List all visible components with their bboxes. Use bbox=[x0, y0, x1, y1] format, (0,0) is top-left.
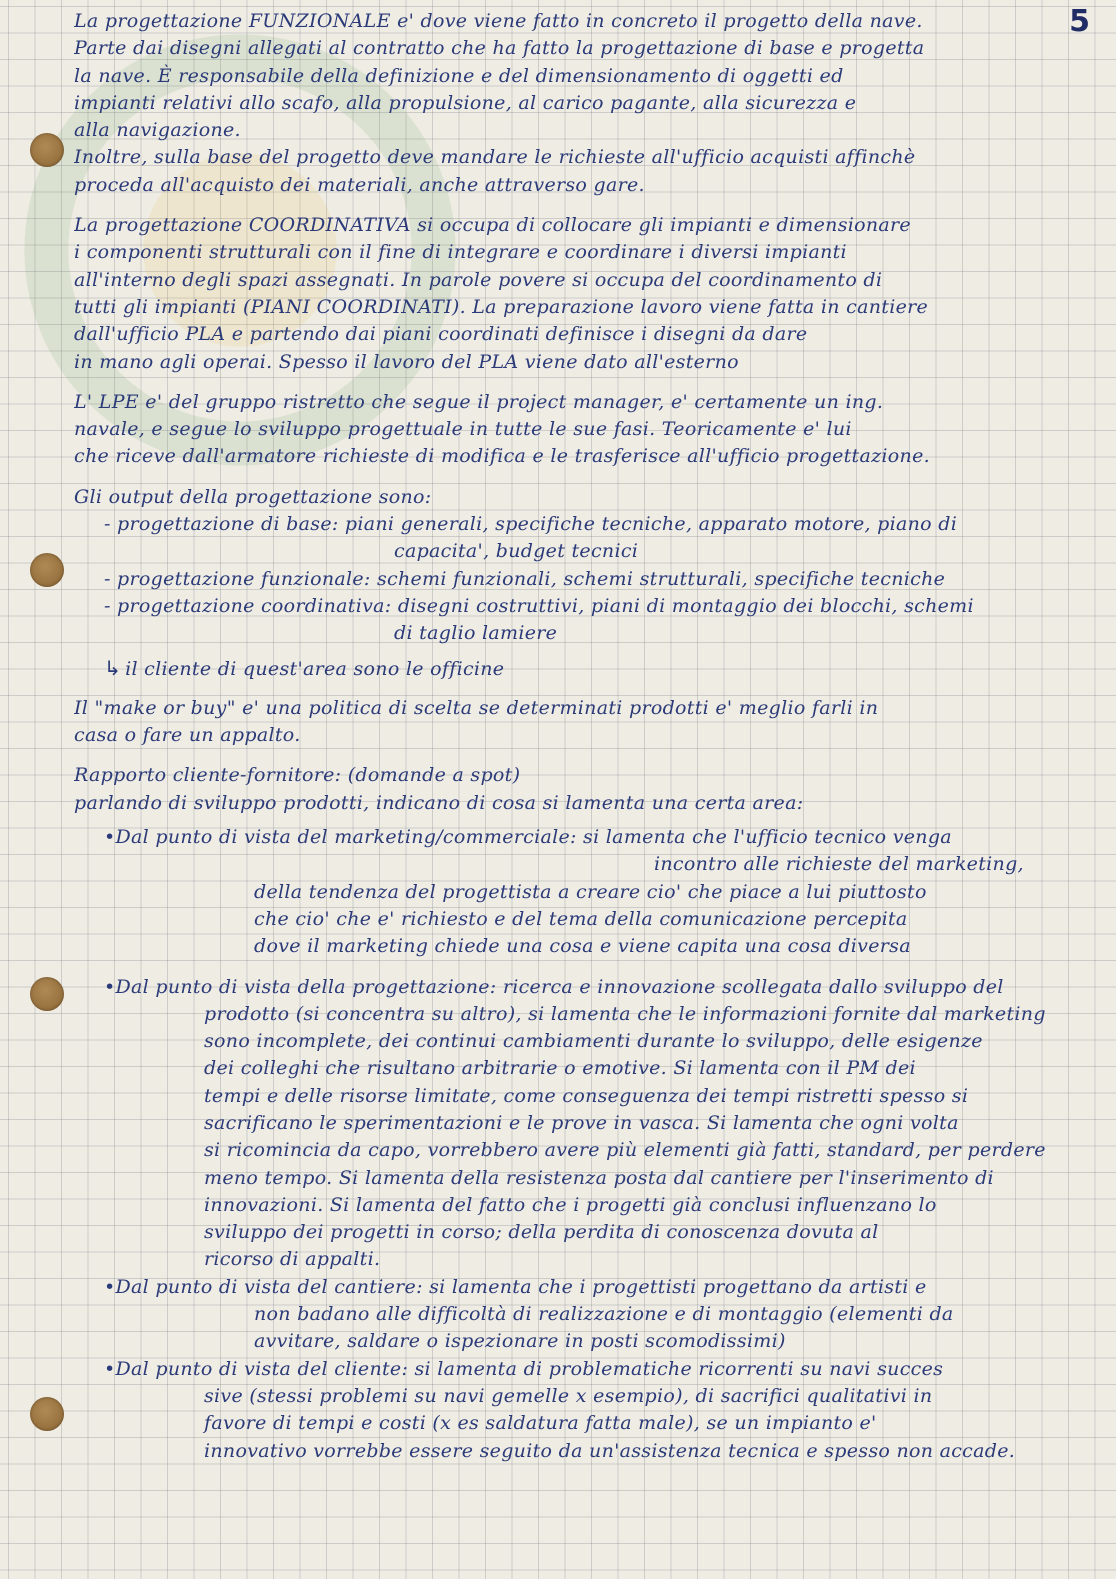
text-line: •Dal punto di vista del marketing/commerciale: si lamenta che l'ufficio tecnico venga bbox=[104, 826, 952, 849]
text-line: favore di tempi e costi (x es saldatura fatta male), se un impianto e' bbox=[204, 1412, 877, 1435]
output-item-continuation: capacita', budget tecnici bbox=[394, 540, 639, 563]
text-line: che cio' che e' richiesto e del tema della comunicazione percepita bbox=[254, 907, 908, 930]
text-line: La progettazione COORDINATIVA si occupa di collocare gli impianti e dimensionare bbox=[74, 214, 911, 237]
text-line: meno tempo. Si lamenta della resistenza posta dal cantiere per l'inserimento di bbox=[204, 1166, 994, 1189]
text-line: parlando di sviluppo prodotti, indicano di cosa si lamenta una certa area: bbox=[74, 791, 804, 814]
bullet-progettazione bbox=[74, 974, 1100, 1274]
text-line: alla navigazione. bbox=[74, 119, 241, 142]
text-line: tutti gli impianti (PIANI COORDINATI). La preparazione lavoro viene fatta in cantiere bbox=[74, 295, 929, 318]
text-line: i componenti strutturali con il fine di integrare e coordinare i diversi impianti bbox=[74, 241, 847, 264]
text-line: navale, e segue lo sviluppo progettuale in tutte le sue fasi. Teoricamente e' lui bbox=[74, 418, 852, 441]
text-line: innovazioni. Si lamenta del fatto che i progetti già conclusi influenzano lo bbox=[204, 1193, 937, 1216]
arrow-note bbox=[74, 655, 1100, 682]
binder-hole bbox=[30, 1397, 64, 1431]
output-item: - progettazione di base: piani generali, specifiche tecniche, apparato motore, piano di bbox=[104, 513, 958, 536]
bullet-marketing bbox=[74, 824, 1100, 960]
text-line: la nave. È responsabile della definizione e del dimensionamento di oggetti ed bbox=[74, 64, 844, 87]
text-line: prodotto (si concentra su altro), si lamenta che le informazioni fornite dal marketing bbox=[204, 1002, 1046, 1025]
text-line: in mano agli operai. Spesso il lavoro del PLA viene dato all'esterno bbox=[74, 350, 739, 373]
curved-arrow-icon: ↳ bbox=[104, 655, 122, 680]
text-line: sacrificano le sperimentazioni e le prove in vasca. Si lamenta che ogni volta bbox=[204, 1111, 959, 1134]
text-line: che riceve dall'armatore richieste di modifica e le trasferisce all'ufficio progettazione. bbox=[74, 445, 930, 468]
text-line: La progettazione FUNZIONALE e' dove viene fatto in concreto il progetto della nave. bbox=[74, 10, 923, 32]
text-line: innovativo vorrebbe essere seguito da un'assistenza tecnica e spesso non accade. bbox=[204, 1439, 1016, 1462]
text-line: Rapporto cliente-fornitore: (domande a spot) bbox=[74, 764, 521, 787]
text-line: dall'ufficio PLA e partendo dai piani coordinati definisce i disegni da dare bbox=[74, 323, 808, 346]
text-line: impianti relativi allo scafo, alla propulsione, al carico pagante, alla sicurezza e bbox=[74, 91, 857, 114]
page-number: 5 bbox=[1069, 4, 1090, 39]
paragraph-lpe bbox=[74, 389, 1100, 471]
text-line: Inoltre, sulla base del progetto deve mandare le richieste all'ufficio acquisti affinchè bbox=[74, 146, 916, 169]
text-line: non badano alle difficoltà di realizzazione e di montaggio (elementi da bbox=[254, 1303, 954, 1326]
outputs-section bbox=[74, 484, 1100, 682]
handwritten-notes bbox=[74, 8, 1100, 1465]
paragraph-progettazione-funzionale bbox=[74, 8, 1100, 199]
output-item: - progettazione funzionale: schemi funzionali, schemi strutturali, specifiche tecniche bbox=[104, 567, 946, 590]
text-line: L' LPE e' del gruppo ristretto che segue il project manager, e' certamente un ing. bbox=[74, 390, 884, 413]
text-line: della tendenza del progettista a creare cio' che piace a lui piuttosto bbox=[254, 880, 927, 903]
binder-hole bbox=[30, 133, 64, 167]
text-line: all'interno degli spazi assegnati. In parole povere si occupa del coordinamento di bbox=[74, 268, 883, 291]
text-line: •Dal punto di vista del cantiere: si lamenta che i progettisti progettano da artisti e bbox=[104, 1275, 927, 1298]
arrow-note-text: il cliente di quest'area sono le officine bbox=[125, 657, 505, 680]
text-line: sono incomplete, dei continui cambiamenti durante lo sviluppo, delle esigenze bbox=[204, 1030, 983, 1053]
text-line: tempi e delle risorse limitate, come conseguenza dei tempi ristretti spesso si bbox=[204, 1084, 969, 1107]
text-line: si ricomincia da capo, vorrebbero avere più elementi già fatti, standard, per perdere bbox=[204, 1139, 1046, 1162]
binder-hole bbox=[30, 977, 64, 1011]
text-line: incontro alle richieste del marketing, bbox=[654, 853, 1024, 876]
text-line: sviluppo dei progetti in corso; della perdita di conoscenza dovuta al bbox=[204, 1221, 879, 1244]
text-line: sive (stessi problemi su navi gemelle x esempio), di sacrifici qualitativi in bbox=[204, 1384, 933, 1407]
paragraph-progettazione-coordinativa bbox=[74, 212, 1100, 376]
text-line: proceda all'acquisto dei materiali, anche attraverso gare. bbox=[74, 173, 645, 196]
paragraph-make-or-buy bbox=[74, 695, 1100, 750]
bullet-cliente bbox=[74, 1356, 1100, 1465]
text-line: ricorso di appalti. bbox=[204, 1248, 381, 1271]
text-line: casa o fare un appalto. bbox=[74, 724, 301, 747]
text-line: •Dal punto di vista del cliente: si lamenta di problematiche ricorrenti su navi succes bbox=[104, 1357, 944, 1380]
text-line: Parte dai disegni allegati al contratto che ha fatto la progettazione di base e progetta bbox=[74, 37, 925, 60]
paragraph-rapporto bbox=[74, 762, 1100, 817]
bullet-cantiere bbox=[74, 1274, 1100, 1356]
binder-hole bbox=[30, 553, 64, 587]
outputs-title: Gli output della progettazione sono: bbox=[74, 485, 432, 508]
text-line: •Dal punto di vista della progettazione: ricerca e innovazione scollegata dallo sviluppo del bbox=[104, 975, 1004, 998]
output-item: - progettazione coordinativa: disegni costruttivi, piani di montaggio dei blocchi, schemi bbox=[104, 594, 974, 617]
output-item-continuation: di taglio lamiere bbox=[394, 622, 558, 645]
text-line: dei colleghi che risultano arbitrarie o emotive. Si lamenta con il PM dei bbox=[204, 1057, 916, 1080]
text-line: Il "make or buy" e' una politica di scelta se determinati prodotti e' meglio farli in bbox=[74, 696, 879, 719]
text-line: dove il marketing chiede una cosa e viene capita una cosa diversa bbox=[254, 935, 911, 958]
text-line: avvitare, saldare o ispezionare in posti scomodissimi) bbox=[254, 1330, 786, 1353]
